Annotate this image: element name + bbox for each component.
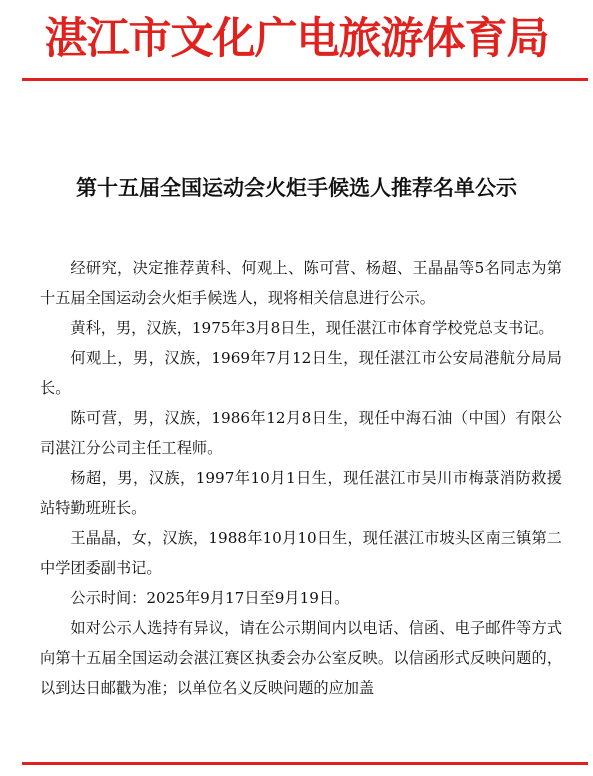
intro-paragraph: 经研究，决定推荐黄科、何观上、陈可营、杨超、王晶晶等5名同志为第十五届全国运动会火炬手候选人，现将相关信息进行公示。 <box>40 259 562 307</box>
candidate-paragraph-yang-chao: 杨超，男，汉族，1997年10月1日生，现任湛江市吴川市梅菉消防救援站特勤班班长。 <box>40 469 562 517</box>
candidate-paragraph-wang-jingjing: 王晶晶，女，汉族，1988年10月10日生，现任湛江市坡头区南三镇第二中学团委副书记。 <box>40 529 562 577</box>
issuing-authority-header: 湛江市文化广电旅游体育局 <box>44 14 549 64</box>
candidate-paragraph-chen-keying: 陈可营，男，汉族，1986年12月8日生，现任中海石油（中国）有限公司湛江分公司主任工程师。 <box>40 409 562 457</box>
document-title: 第十五届全国运动会火炬手候选人推荐名单公示 <box>76 175 517 200</box>
footer-red-rule <box>22 762 588 765</box>
header-red-rule <box>22 78 588 81</box>
publicity-period-paragraph: 公示时间：2025年9月17日至9月19日。 <box>70 589 350 607</box>
document-body <box>40 253 562 703</box>
candidate-paragraph-huang-ke: 黄科，男，汉族，1975年3月8日生，现任湛江市体育学校党总支书记。 <box>70 319 554 337</box>
candidate-paragraph-he-guanshang: 何观上，男，汉族，1969年7月12日生，现任湛江市公安局港航分局局长。 <box>40 349 562 397</box>
objection-instructions-paragraph: 如对公示人选持有异议，请在公示期间内以电话、信函、电子邮件等方式向第十五届全国运动会湛江赛区执委会办公室反映。以信函形式反映问题的，以到达日邮戳为准；以单位名义反映问题的应加盖 <box>40 619 562 697</box>
